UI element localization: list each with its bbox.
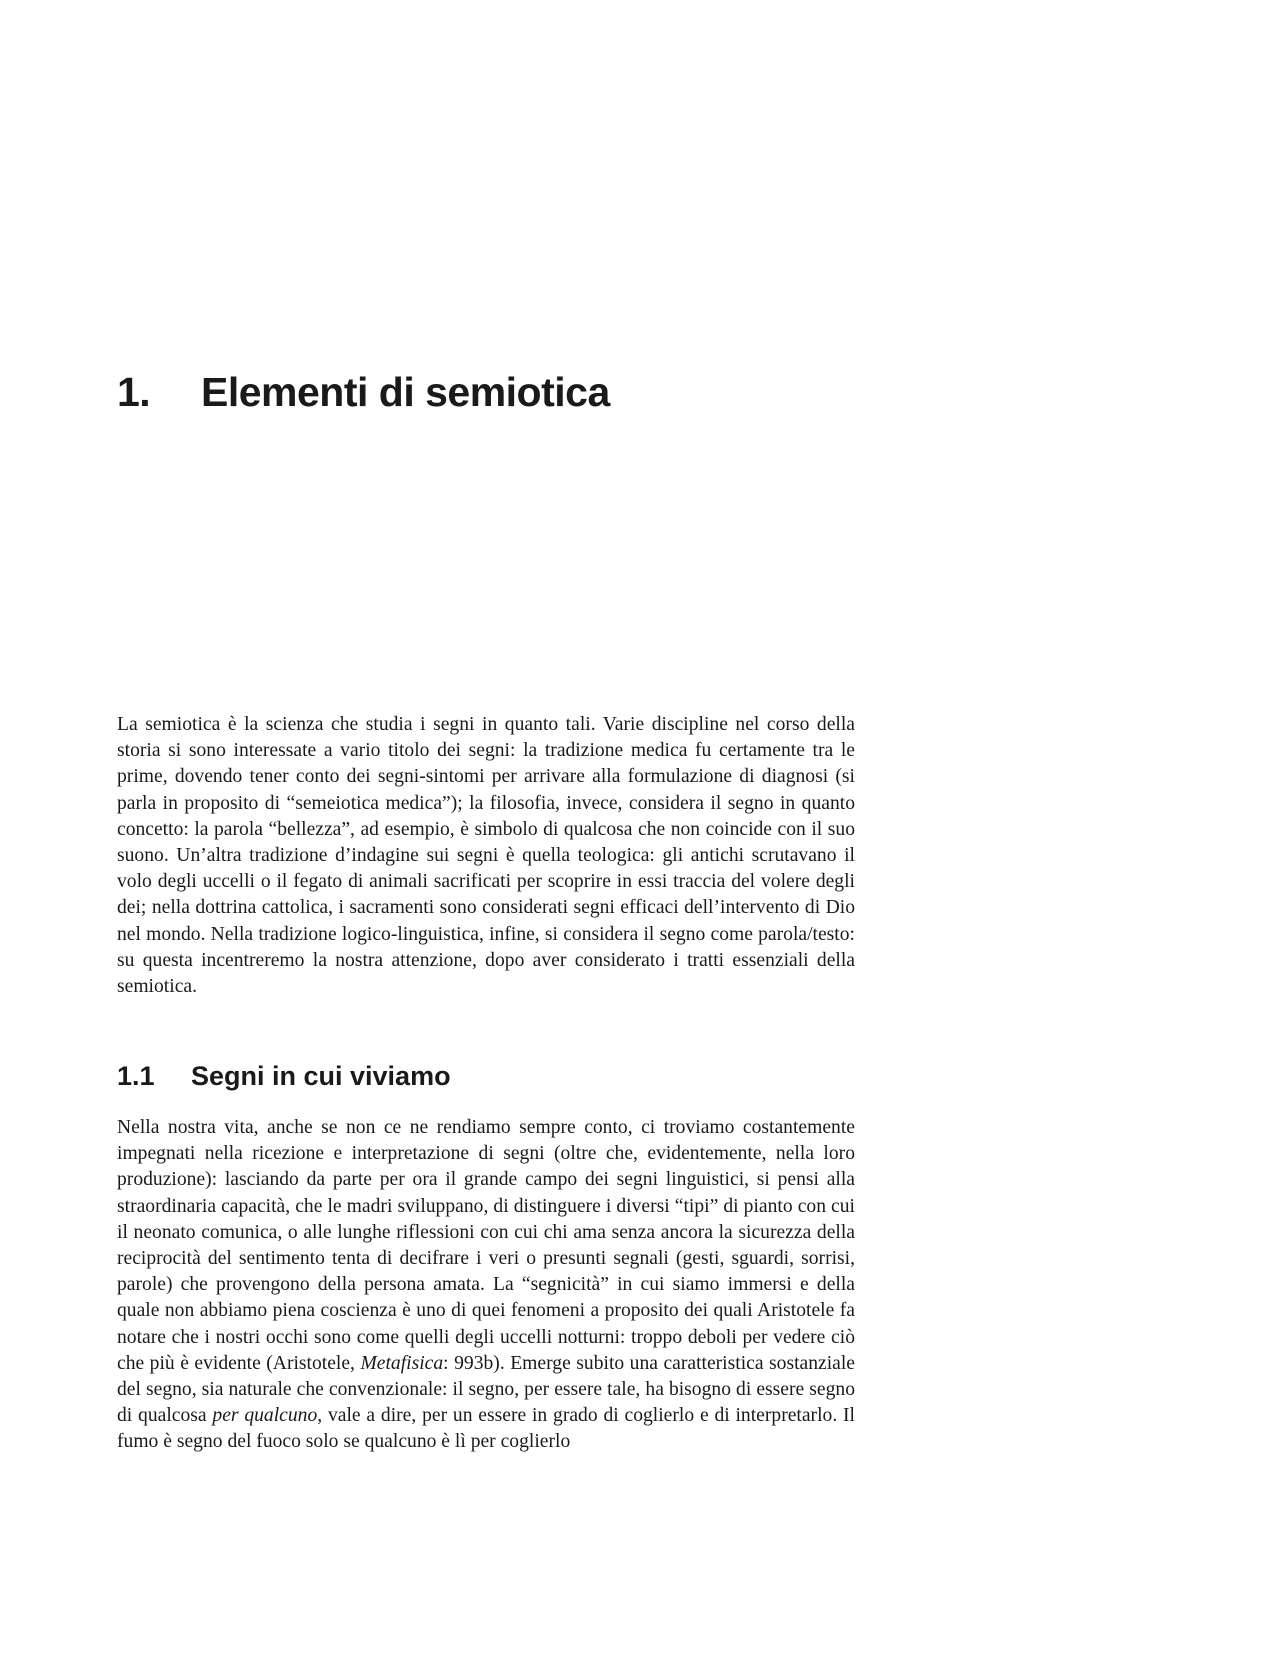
metafisica-citation: Metafisica bbox=[360, 1352, 444, 1374]
chapter-title: Elementi di semiotica bbox=[201, 369, 610, 415]
chapter-heading bbox=[117, 369, 610, 415]
section-text-part-3: , vale a dire, per un essere in grado di coglierlo e di interpretarlo. Il fumo è segno del fuoco solo se qualcuno è lì per coglierlo bbox=[117, 1405, 855, 1453]
chapter-number: 1. bbox=[117, 369, 151, 415]
section-title: Segni in cui viviamo bbox=[191, 1061, 451, 1091]
section-heading bbox=[117, 1063, 451, 1090]
section-paragraph bbox=[117, 1115, 855, 1456]
section-text-part-2: : 993b). Emerge subito una caratteristica sostanziale del segno, sia naturale che convenzionale: il segno, per essere tale, ha bisogno di essere segno di qualcosa bbox=[117, 1352, 855, 1427]
intro-paragraph: La semiotica è la scienza che studia i segni in quanto tali. Varie discipline nel corso della storia si sono interessate a vario titolo dei segni: la tradizione medica fu certamente tra le prime, dovendo tener conto dei segni-sintomi per arrivare alla formulazione di diagnosi (si parla in proposito di “semeiotica medica”); la filosofia, invece, considera il segno in quanto concetto: la parola “bellezza”, ad esempio, è simbolo di qualcosa che non coincide con il suo suono. Un’altra tradizione d’indagine sui segni è quella teologica: gli antichi scrutavano il volo degli uccelli o il fegato di animali sacrificati per scoprire in essi traccia del volere degli dei; nella dottrina cattolica, i sacramenti sono considerati segni efficaci dell’intervento di Dio nel mondo. Nella tradizione logico-linguistica, infine, si considera il segno come parola/testo: su questa incentreremo la nostra attenzione, dopo aver considerato i tratti essenziali della semiotica. bbox=[117, 714, 855, 998]
section-text-part-1: Nella nostra vita, anche se non ce ne rendiamo sempre conto, ci troviamo costantemente impegnati nella ricezione e interpretazione di segni (oltre che, evidentemente, nella loro produzione): lasciando da parte per ora il grande campo dei segni linguistici, si pensi alla straordinaria capacità, che le madri sviluppano, di distinguere i diversi “tipi” di pianto con cui il neonato comunica, o alle lunghe riflessioni con cui chi ama senza ancora la sicurezza della reciprocità del sentimento tenta di decifrare i veri o presunti segnali (gesti, sguardi, sorrisi, parole) che provengono della persona amata. La “segnicità” in cui siamo immersi e della quale non abbiamo piena coscienza è uno di quei fenomeni a proposito dei quali Aristotele fa notare che i nostri occhi sono come quelli degli uccelli notturni: troppo deboli per vedere ciò che più è evidente (Aristotele, bbox=[117, 1117, 855, 1374]
section-number: 1.1 bbox=[117, 1061, 155, 1091]
per-qualcuno-emphasis: per qualcuno bbox=[212, 1405, 318, 1427]
